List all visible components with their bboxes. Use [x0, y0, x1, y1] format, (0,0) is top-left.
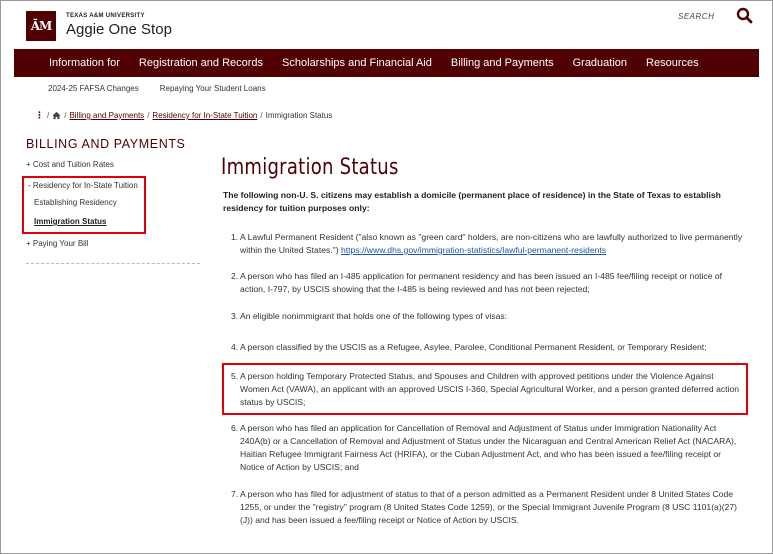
home-icon[interactable] — [52, 111, 61, 120]
nav-billing-and-payments[interactable]: Billing and Payments — [450, 57, 554, 69]
item-number: 7. — [231, 489, 239, 499]
search-button[interactable] — [735, 6, 755, 26]
sidebar-item-cost[interactable]: + Cost and Tuition Rates — [26, 160, 114, 169]
breadcrumb-separator: / — [47, 111, 50, 120]
page-title: Immigration Status — [221, 155, 399, 180]
site-name[interactable]: Aggie One Stop — [66, 21, 172, 38]
list-item — [231, 341, 745, 354]
nav-information-for[interactable]: Information for — [49, 57, 120, 69]
item-number: 3. — [231, 311, 239, 321]
sidebar-item-residency[interactable]: - Residency for In-State Tuition — [28, 181, 138, 190]
list-item — [231, 422, 745, 474]
logo-text: ĀM — [30, 19, 52, 33]
item-text: A person classified by the USCIS as a Refugee, Asylee, Parolee, Conditional Permanent Resident, or Temporary Resident; — [240, 342, 707, 352]
sidebar-highlight-box — [22, 176, 146, 234]
item-number: 1. — [231, 232, 239, 242]
intro-text: The following non-U. S. citizens may establish a domicile (permanent place of residence) in the State of Texas to establish residency for tuition purposes only: — [223, 190, 721, 213]
dhs-link[interactable]: https://www.dhs.gov/immigration-statistics/lawful-permanent-residents — [340, 245, 607, 255]
sidebar-item-establishing[interactable]: Establishing Residency — [34, 198, 117, 207]
subnav-fafsa-changes[interactable]: 2024-25 FAFSA Changes — [48, 84, 139, 93]
item-highlight-box — [222, 363, 748, 415]
item-text: A person who has filed an application for Cancellation of Removal and Adjustment of Status under Immigration Nationality Act 240A(b) or a Cancellation of Removal and Adjustment of Status under the Nicaraguan and Central American Relief Act (NACARA), Haitian Refugee Immigrant Fairness Act (HRIFA), or the Cuban Adjustment Act, and who has been issued a fee/filing receipt or Notice of Action by USCIS; and — [240, 423, 737, 472]
nav-resources[interactable]: Resources — [646, 57, 699, 69]
more-dots-icon[interactable]: ⋮ — [35, 110, 44, 120]
nav-graduation[interactable]: Graduation — [572, 57, 628, 69]
list-item — [231, 310, 745, 323]
search-label[interactable]: SEARCH — [678, 12, 715, 21]
item-number: 5. — [231, 371, 239, 381]
nav-registration-and-records[interactable]: Registration and Records — [138, 57, 264, 69]
breadcrumb-billing-link[interactable]: Billing and Payments — [69, 111, 145, 120]
sub-nav — [48, 84, 287, 93]
breadcrumb-separator: / — [64, 111, 67, 120]
sidebar-title: BILLING AND PAYMENTS — [26, 137, 186, 151]
university-name: TEXAS A&M UNIVERSITY — [66, 13, 145, 19]
list-item — [231, 270, 745, 296]
sidebar-item-paying[interactable]: + Paying Your Bill — [26, 239, 89, 248]
site-header — [0, 0, 773, 48]
item-text: A Lawful Permanent Resident ("also known as "green card" holders, are non-citizens who are lawfully authorized to live permanently within the United States.") — [240, 232, 743, 255]
item-number: 2. — [231, 271, 239, 281]
item-number: 4. — [231, 342, 239, 352]
item-text: An eligible nonimmigrant that holds one of the following types of visas: — [240, 311, 508, 321]
subnav-repaying-loans[interactable]: Repaying Your Student Loans — [159, 84, 266, 93]
breadcrumb-current: Immigration Status — [265, 111, 333, 120]
breadcrumb-separator: / — [260, 111, 263, 120]
list-item — [231, 488, 745, 527]
breadcrumb — [35, 110, 332, 121]
item-text: A person who has filed for adjustment of status to that of a person admitted as a Permanent Resident under 8 United States Code 1255, or under the "registry" program (8 United States Code 1259), or the Special Immigrant Juvenile Program (8 USC 1101(a)(27)(J)) and has been issued a fee/filing receipt or Notice of Action by USCIS. — [240, 489, 737, 525]
list-item — [231, 231, 745, 257]
breadcrumb-residency-link[interactable]: Residency for In-State Tuition — [152, 111, 258, 120]
tamu-logo[interactable] — [26, 11, 56, 41]
sidebar-item-immigration[interactable]: Immigration Status — [34, 217, 107, 226]
item-text: A person who has filed an I-485 application for permanent residency and has been issued an I-485 fee/filing receipt or notice of action, I-797, by USCIS showing that the I-485 is being reviewed and has not been rejected; — [240, 271, 723, 294]
search-icon — [735, 6, 755, 26]
sidebar-divider — [26, 263, 200, 264]
nav-scholarships-and-financial-aid[interactable]: Scholarships and Financial Aid — [282, 57, 432, 69]
main-nav — [14, 49, 759, 77]
item-text: A person holding Temporary Protected Status, and Spouses and Children with approved petitions under the Violence Against Women Act (VAWA), an applicant with an approved USCIS I-360, Special Agricultural Worker, and a person granted deferred action status by USCIS; — [240, 371, 740, 407]
item-number: 6. — [231, 423, 239, 433]
breadcrumb-separator: / — [147, 111, 150, 120]
